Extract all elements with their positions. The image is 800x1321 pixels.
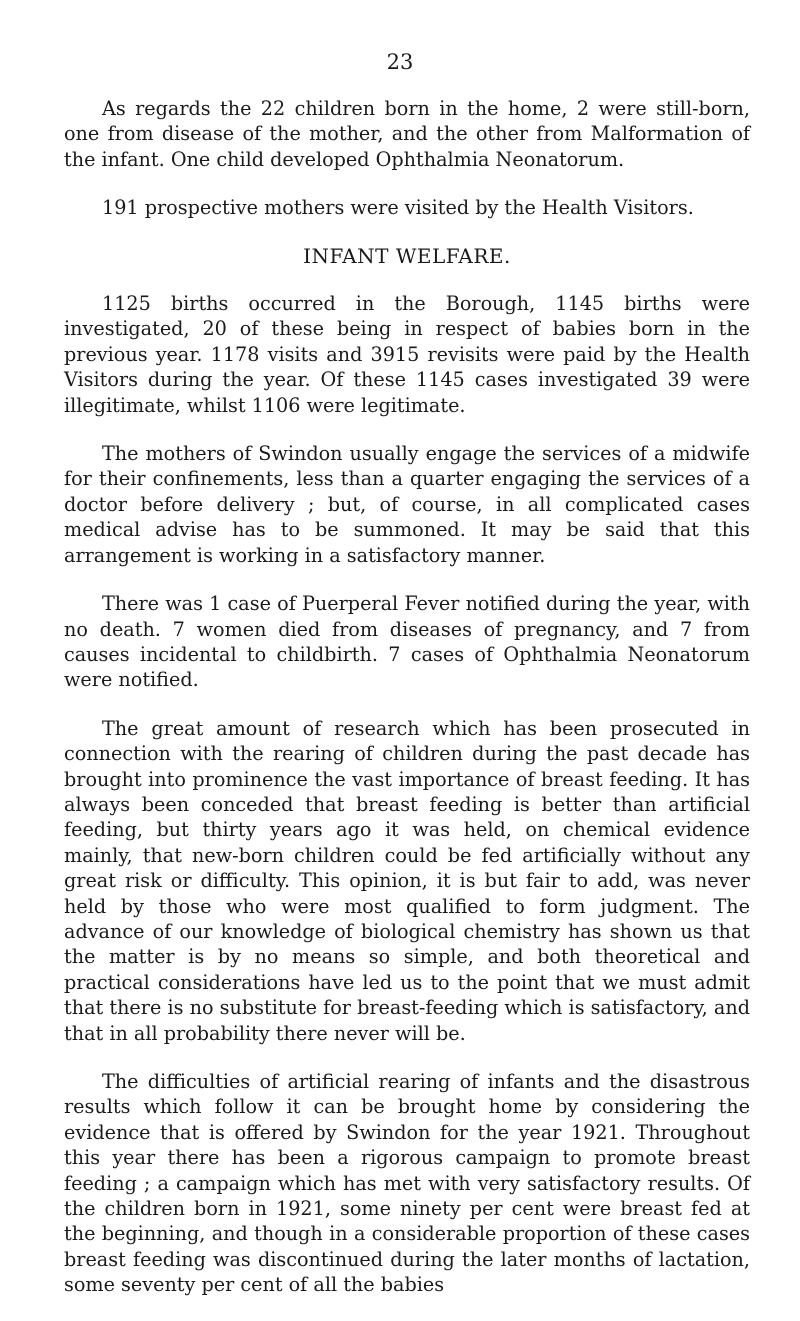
paragraph-artificial-rearing: The difficulties of artificial rearing of infants and the disastrous results which follow it can be brought home by considering the evidence that is offered by Swindon for the year 1921. Throughout this year there has been a rigorous campaign to promote breast feeding ; a campaign which has met with very satisfactory results. Of the children born in 1921, some ninety per cent were breast fed at the beginning, and though in a considerable proportion of these cases breast feeding was discontinued during the later months of lactation, some seventy per cent of all the babies <box>64 1070 750 1297</box>
paragraph-prospective-mothers: 191 prospective mothers were visited by the Health Visitors. <box>102 196 694 220</box>
paragraph-breast-feeding-research: The great amount of research which has been prosecuted in connection with the rearing of children during the past decade has brought into prominence the vast importance of breast feeding. It has always been conceded that breast feeding is better than artificial feeding, but thirty years ago it was held, on chemical evidence mainly, that new-born children could be fed artificially without any great risk or difficulty. This opinion, it is but fair to add, was never held by those who were most qualified to form judgment. The advance of our knowledge of biological chemistry has shown us that the matter is by no means so simple, and both theoretical and practical considerations have led us to the point that we must admit that there is no substitute for breast-feeding which is satisfactory, and that in all probability there never will be. <box>64 716 750 1045</box>
section-heading-infant-welfare: INFANT WELFARE. <box>303 243 511 268</box>
paragraph-puerperal-fever: There was 1 case of Puerperal Fever notified during the year, with no death. 7 women died from diseases of pregnancy, and 7 from causes incidental to childbirth. 7 cases of Ophthalmia Neonatorum were notified. <box>64 592 750 692</box>
paragraph-births-investigated: 1125 births occurred in the Borough, 1145 births were investigated, 20 of these being in respect of babies born in the previous year. 1178 visits and 3915 revisits were paid by the Health Visitors during the year. Of these 1145 cases investigated 39 were illegitimate, whilst 1106 were legitimate. <box>64 292 750 417</box>
body-text <box>64 96 750 1321</box>
paragraph-children-born-in-home: As regards the 22 children born in the home, 2 were still-born, one from disease of the mother, and the other from Malformation of the infant. One child developed Ophthalmia Neonatorum. <box>64 97 750 171</box>
page-number: 23 <box>386 50 414 74</box>
paragraph-midwife-services: The mothers of Swindon usually engage the services of a midwife for their confinements, less than a quarter engaging the services of a doctor before delivery ; but, of course, in all complicated cases medical advise has to be summoned. It may be said that this arrangement is working in a satisfactory manner. <box>64 442 750 567</box>
